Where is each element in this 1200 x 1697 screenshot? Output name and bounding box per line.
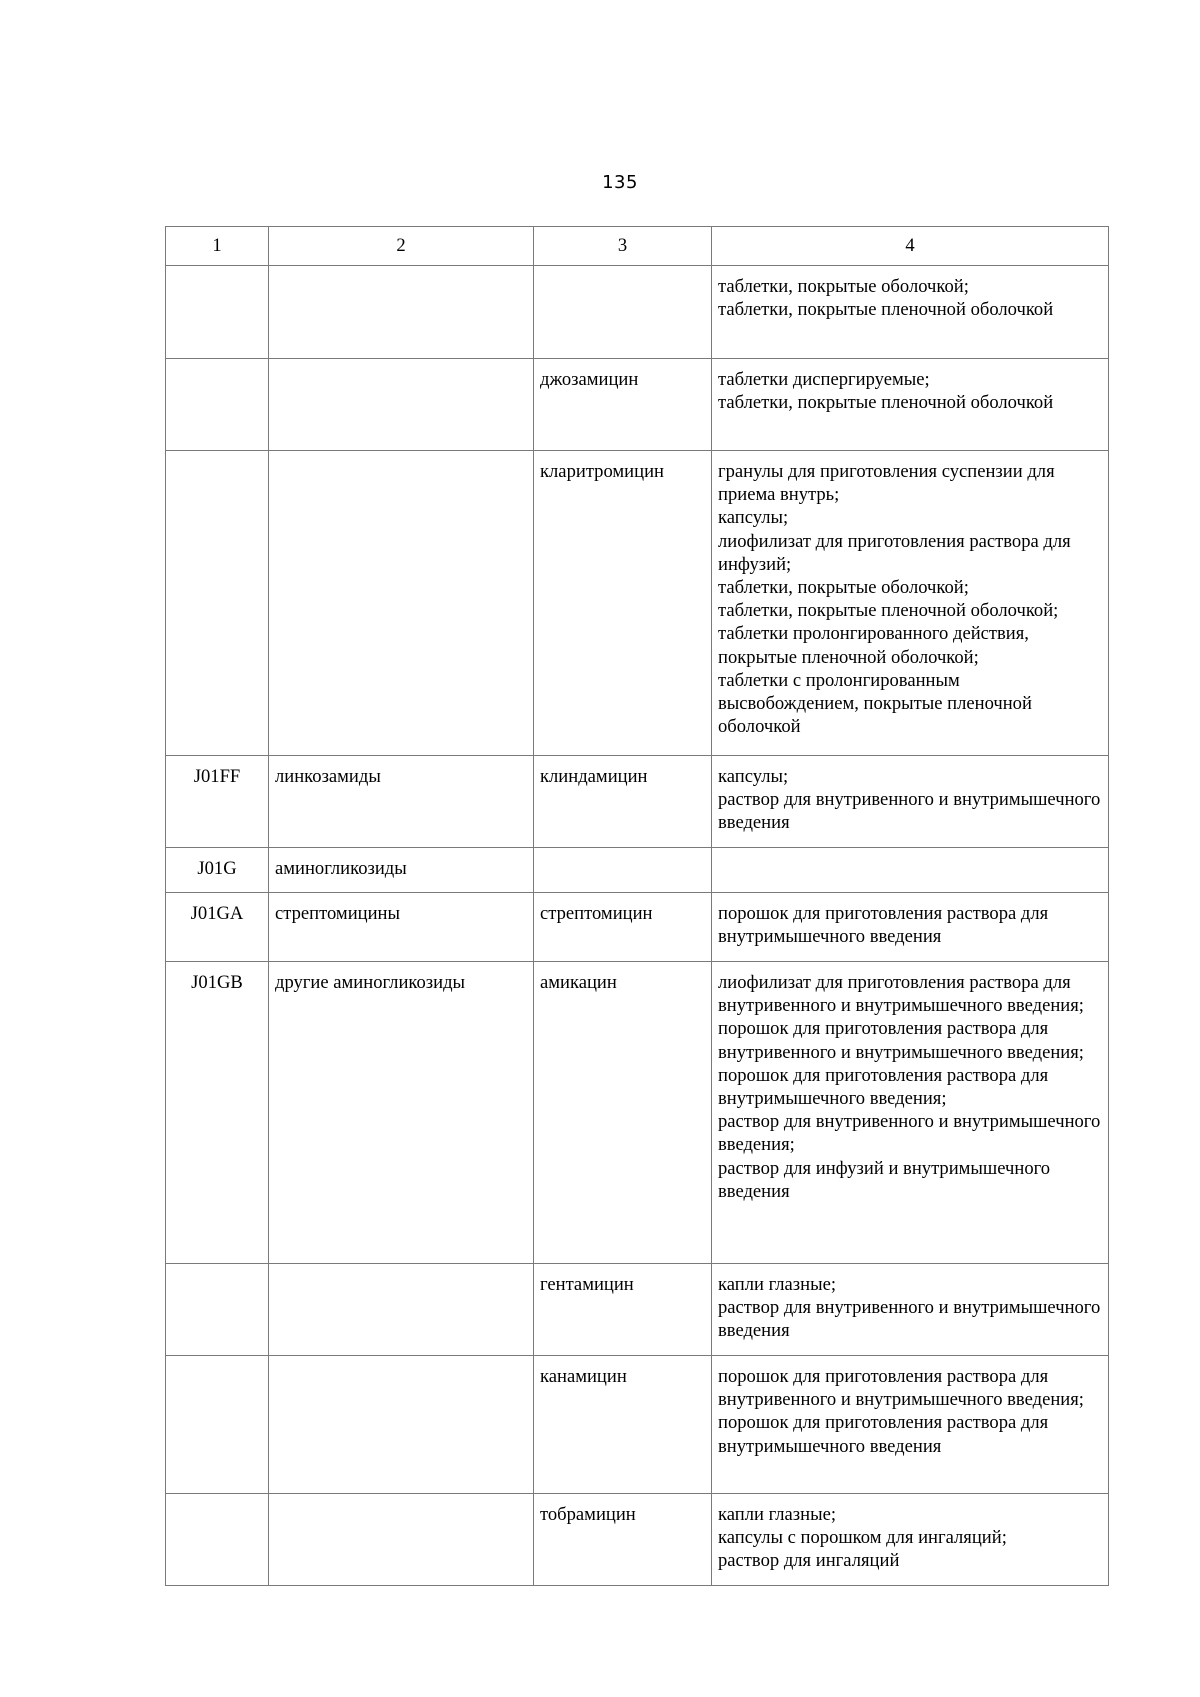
code-cell: J01FF <box>166 756 269 848</box>
forms-cell <box>712 848 1109 893</box>
table-header-row <box>166 227 1109 266</box>
drug-cell: клиндамицин <box>534 756 712 848</box>
table-row <box>166 962 1109 1264</box>
table-row <box>166 756 1109 848</box>
group-cell <box>269 1494 534 1586</box>
group-cell <box>269 451 534 756</box>
group-cell: аминогликозиды <box>269 848 534 893</box>
table-row <box>166 848 1109 893</box>
header-cell-group: 2 <box>269 227 534 266</box>
group-cell: другие аминогликозиды <box>269 962 534 1264</box>
drug-cell: кларитромицин <box>534 451 712 756</box>
drug-cell: тобрамицин <box>534 1494 712 1586</box>
table-row <box>166 359 1109 451</box>
header-cell-forms: 4 <box>712 227 1109 266</box>
code-cell <box>166 266 269 359</box>
group-cell <box>269 1356 534 1494</box>
table-row <box>166 1356 1109 1494</box>
forms-cell: капсулы; раствор для внутривенного и внутримышечного введения <box>712 756 1109 848</box>
drug-cell: амикацин <box>534 962 712 1264</box>
drug-table <box>165 226 1109 1586</box>
table-row <box>166 1264 1109 1356</box>
drug-cell: джозамицин <box>534 359 712 451</box>
code-cell <box>166 359 269 451</box>
code-cell <box>166 451 269 756</box>
group-cell <box>269 266 534 359</box>
forms-cell: капли глазные; капсулы с порошком для ингаляций; раствор для ингаляций <box>712 1494 1109 1586</box>
forms-cell: таблетки диспергируемые; таблетки, покрытые пленочной оболочкой <box>712 359 1109 451</box>
drug-cell <box>534 266 712 359</box>
page-number: 135 <box>602 172 638 193</box>
group-cell: стрептомицины <box>269 893 534 962</box>
group-cell <box>269 1264 534 1356</box>
header-cell-drug: 3 <box>534 227 712 266</box>
table-row <box>166 266 1109 359</box>
table-row <box>166 893 1109 962</box>
forms-cell: порошок для приготовления раствора для внутривенного и внутримышечного введения; порошок для приготовления раствора для внутримышечного введения <box>712 1356 1109 1494</box>
code-cell <box>166 1494 269 1586</box>
drug-cell: гентамицин <box>534 1264 712 1356</box>
code-cell: J01GB <box>166 962 269 1264</box>
forms-cell: капли глазные; раствор для внутривенного и внутримышечного введения <box>712 1264 1109 1356</box>
code-cell: J01GA <box>166 893 269 962</box>
table-row <box>166 451 1109 756</box>
forms-cell: таблетки, покрытые оболочкой; таблетки, покрытые пленочной оболочкой <box>712 266 1109 359</box>
drug-cell: канамицин <box>534 1356 712 1494</box>
drug-cell: стрептомицин <box>534 893 712 962</box>
header-cell-code: 1 <box>166 227 269 266</box>
code-cell: J01G <box>166 848 269 893</box>
forms-cell: лиофилизат для приготовления раствора для внутривенного и внутримышечного введения; порошок для приготовления раствора для внутривенного и внутримышечного введения; порошок для приготовления раствора для внутримышечного введения; раствор для внутривенного и внутримышечного введения; раствор для инфузий и внутримышечного введения <box>712 962 1109 1264</box>
code-cell <box>166 1356 269 1494</box>
table-row <box>166 1494 1109 1586</box>
group-cell: линкозамиды <box>269 756 534 848</box>
group-cell <box>269 359 534 451</box>
code-cell <box>166 1264 269 1356</box>
forms-cell: порошок для приготовления раствора для внутримышечного введения <box>712 893 1109 962</box>
drug-cell <box>534 848 712 893</box>
forms-cell: гранулы для приготовления суспензии для приема внутрь; капсулы; лиофилизат для приготовления раствора для инфузий; таблетки, покрытые оболочкой; таблетки, покрытые пленочной оболочкой; таблетки пролонгированного действия, покрытые пленочной оболочкой; таблетки с пролонгированным высвобождением, покрытые пленочной оболочкой <box>712 451 1109 756</box>
